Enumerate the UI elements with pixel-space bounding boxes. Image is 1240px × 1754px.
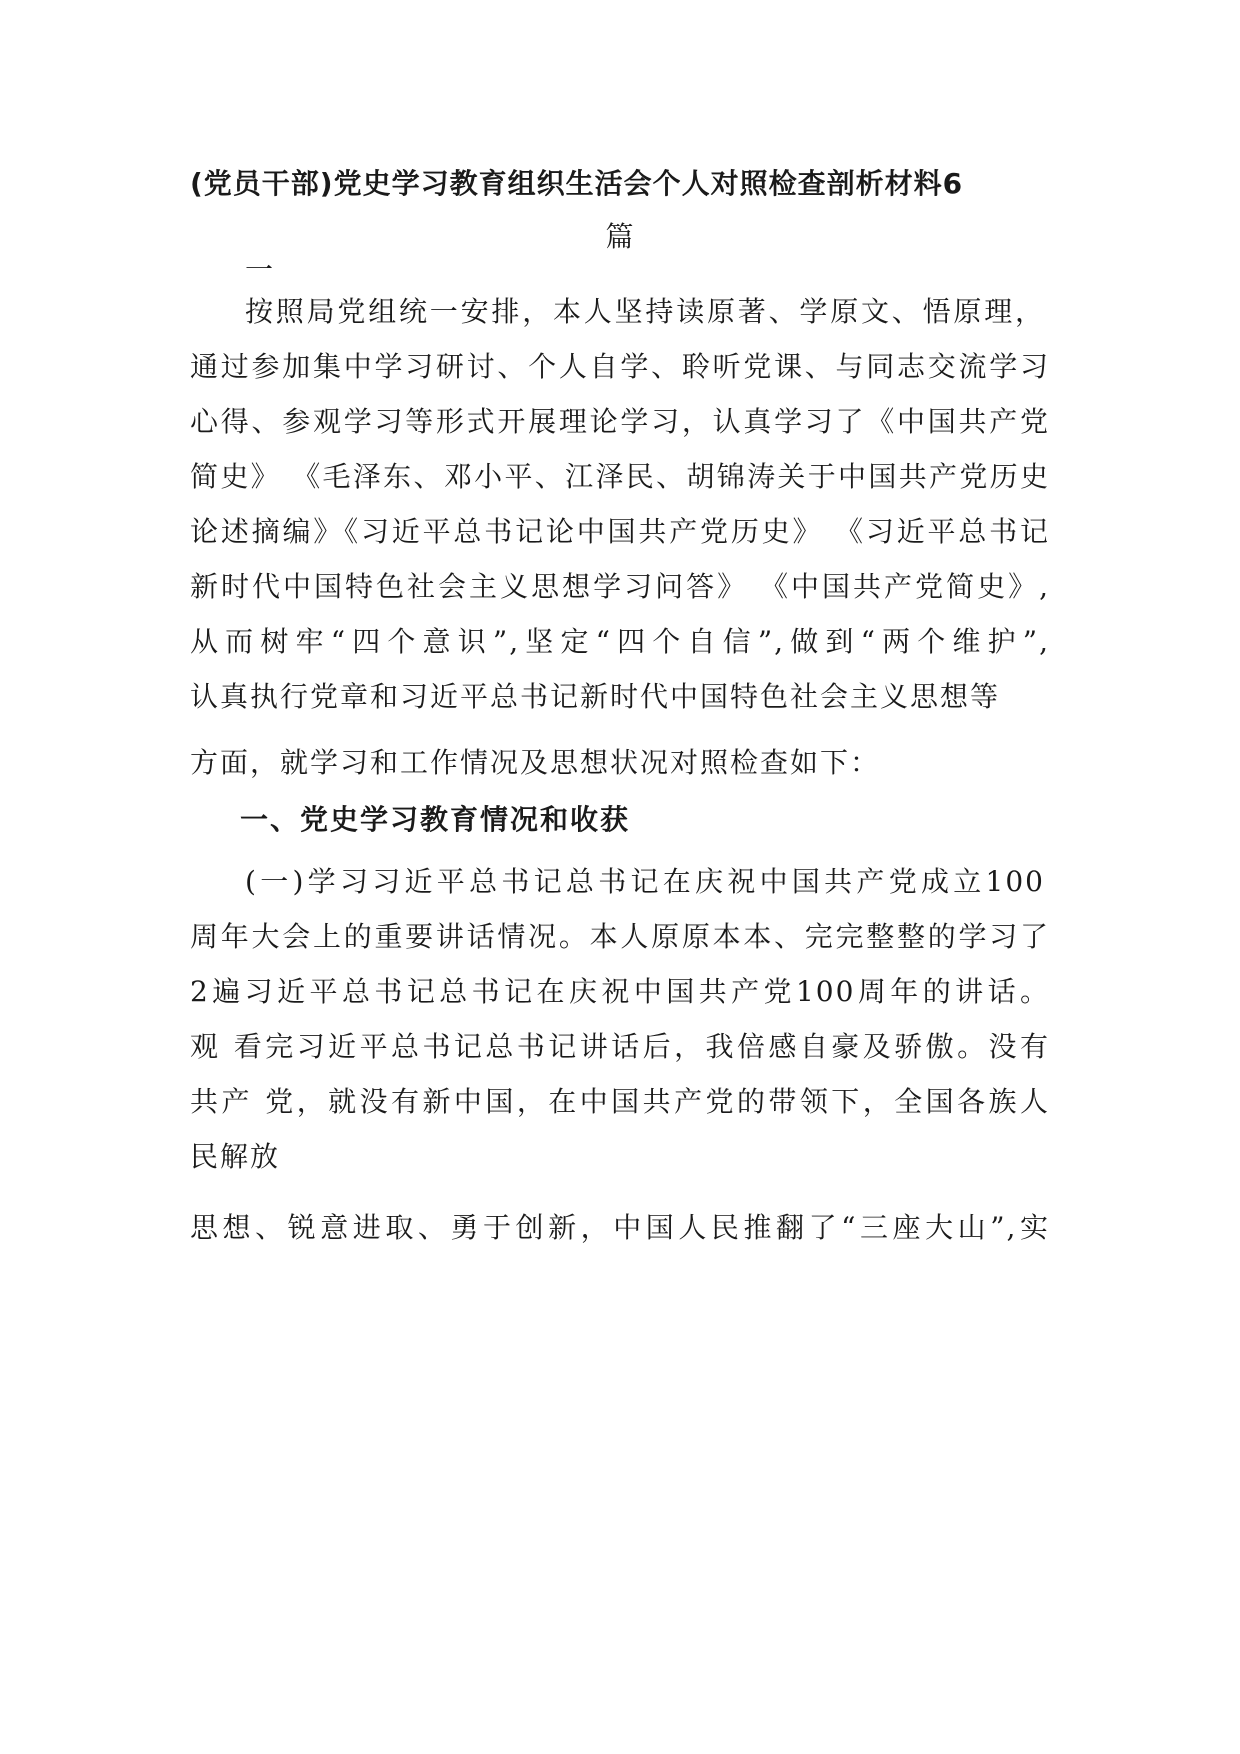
paragraph-line: 简史》 《毛泽东、邓小平、江泽民、胡锦涛关于中国共产党历史	[190, 460, 1050, 493]
paragraph-line: 共产 党，就没有新中国，在中国共产党的带领下，全国各族人	[190, 1085, 1050, 1118]
paragraph-line: 思想、锐意进取、勇于创新，中国人民推翻了“三座大山”,实	[190, 1211, 1050, 1244]
paragraph-line: 论述摘编》《习近平总书记论中国共产党历史》 《习近平总书记	[190, 515, 1050, 548]
section-heading: 一、党史学习教育情况和收获	[240, 803, 631, 836]
paragraph-line: 观 看完习近平总书记总书记讲话后，我倍感自豪及骄傲。没有	[190, 1030, 1050, 1063]
document-title-continuation: 篇	[605, 220, 635, 253]
paragraph-line: 民解放	[190, 1140, 281, 1173]
section-number: 一	[245, 253, 276, 286]
paragraph-line: 按照局党组统一安排，本人坚持读原著、学原文、悟原理，	[245, 295, 1045, 328]
document-title: (党员干部)党史学习教育组织生活会个人对照检查剖析材料6	[190, 167, 964, 200]
paragraph-line: 心得、参观学习等形式开展理论学习，认真学习了《中国共产党	[190, 405, 1050, 438]
paragraph-line: 2遍习近平总书记总书记在庆祝中国共产党100周年的讲话。	[190, 975, 1050, 1008]
paragraph-line: 周年大会上的重要讲话情况。本人原原本本、完完整整的学习了	[190, 920, 1050, 953]
paragraph-line: 认真执行党章和习近平总书记新时代中国特色社会主义思想等	[190, 680, 1001, 713]
paragraph-line: 从而树牢“四个意识”,坚定“四个自信”,做到“两个维护”,	[190, 625, 1050, 658]
paragraph-line: 新时代中国特色社会主义思想学习问答》 《中国共产党简史》,	[190, 570, 1050, 603]
paragraph-line: (一)学习习近平总书记总书记在庆祝中国共产党成立100	[245, 865, 1045, 898]
paragraph-line: 通过参加集中学习研讨、个人自学、聆听党课、与同志交流学习	[190, 350, 1050, 383]
paragraph-line: 方面，就学习和工作情况及思想状况对照检查如下：	[190, 746, 881, 779]
